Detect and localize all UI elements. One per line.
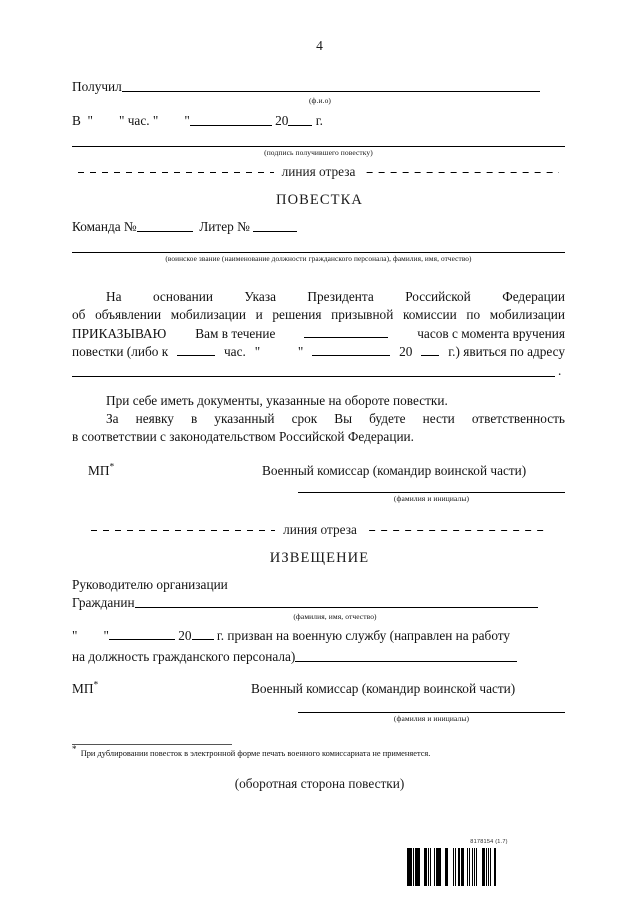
position-blank[interactable] [295, 648, 517, 662]
time-prefix: В [72, 113, 81, 128]
order-rest-b: часов с момента вручения [417, 325, 565, 341]
quote-close-day: " [184, 113, 190, 128]
order-rest-a: Вам в течение [195, 325, 276, 341]
appear-year-blank[interactable] [421, 342, 439, 356]
appear-month-blank[interactable] [312, 342, 390, 356]
seal-asterisk: * [109, 461, 115, 473]
signature-rule [72, 146, 565, 147]
commissar-signature-rule-2 [298, 712, 565, 713]
received-line [72, 78, 565, 96]
team-number-blank[interactable] [137, 218, 193, 232]
order-paragraph-line-3 [72, 324, 565, 342]
conscription-date-line [72, 626, 565, 644]
cut-dashes-left [78, 172, 274, 173]
quote-close-hour: " [118, 113, 125, 128]
seal-label: МП [88, 463, 110, 478]
hour-label: час. [127, 113, 150, 128]
appear-hour-blank[interactable] [177, 342, 215, 356]
seal-mark-izveshchenie [72, 680, 98, 698]
quote-open-hour: " [87, 113, 93, 128]
summons-quote-open: " [254, 343, 261, 359]
received-name-blank[interactable] [122, 78, 540, 92]
barcode [407, 839, 571, 888]
time-received-line [72, 112, 565, 130]
commissar-signature-rule [298, 492, 565, 493]
address-rule [72, 376, 555, 377]
barcode-bars [407, 848, 571, 886]
letter-number-blank[interactable] [253, 218, 297, 232]
izveshchenie-fio-caption: (фамилия, имя, отчество) [293, 612, 377, 621]
cut-dashes-left-2 [91, 530, 275, 531]
commissar-surname-caption-2: (фамилия и инициалы) [393, 714, 470, 723]
documents-note: При себе иметь документы, указанные на обороте повестки. [106, 393, 448, 408]
order-word: ПРИКАЗЫВАЮ [72, 325, 167, 341]
year-suffix: г. [315, 113, 323, 128]
position-text: на должность гражданского персонала) [72, 649, 296, 664]
summons-year: 20 [399, 343, 413, 359]
team-label: Команда № [72, 219, 137, 234]
cut-line-bottom [85, 522, 555, 538]
conscripted-text: г. призван на военную службу (направлен на работу [216, 627, 511, 643]
order-paragraph-line-1: На основании Указа Президента Российской Федерации [106, 289, 565, 304]
received-label: Получил [72, 79, 122, 94]
liability-line-1: За неявку в указанный срок Вы будете нести ответственность [106, 411, 565, 426]
back-side-note: (оборотная сторона повестки) [234, 776, 405, 791]
izv-month-blank[interactable] [109, 626, 175, 640]
year-blank[interactable] [288, 112, 312, 126]
position-line [72, 648, 565, 666]
order-paragraph-line-4 [72, 342, 565, 360]
citizen-label: Гражданин [72, 595, 135, 610]
footnote-text: При дублировании повесток в электронной форме печать военного комиссариата не применяется. [80, 749, 431, 758]
cut-line-top [72, 164, 565, 180]
summons-c: г.) явиться по адресу [448, 343, 565, 359]
footnote [72, 744, 565, 759]
commissar-label-izveshchenie: Военный комиссар (командир воинской части) [251, 681, 516, 696]
izv-quote-close: " [103, 627, 109, 643]
povestka-title: ПОВЕСТКА [276, 192, 363, 208]
citizen-line [72, 594, 565, 612]
rank-caption: (воинское звание (наименование должности гражданского персонала), фамилия, имя, отчество) [165, 254, 472, 263]
letter-label: Литер № [199, 219, 250, 234]
address-period: . [558, 363, 562, 378]
footnote-mark: * [72, 744, 77, 755]
team-letter-line [72, 218, 565, 236]
commissar-label-povestka: Военный комиссар (командир воинской части) [262, 463, 527, 478]
quote-open-day: " [152, 113, 159, 128]
rank-rule [72, 252, 565, 253]
cut-dashes-right-2 [365, 530, 549, 531]
signature-caption: (подпись получившего повестку) [264, 148, 373, 157]
seal-asterisk-2: * [93, 679, 99, 691]
summons-quote-close: " [297, 343, 304, 359]
fio-caption: (ф.и.о) [308, 96, 332, 105]
hours-count-blank[interactable] [304, 324, 388, 338]
cut-dashes-right [363, 172, 559, 173]
izv-year-prefix: 20 [178, 627, 192, 643]
izveshchenie-title: ИЗВЕЩЕНИЕ [269, 550, 370, 566]
order-paragraph-line-2: об объявлении мобилизации и решения призывной комиссии по мобилизации [72, 307, 565, 322]
cut-line-label-2: линия отреза [283, 522, 357, 537]
summons-a: повестки (либо к [72, 343, 169, 359]
page-number: 4 [316, 38, 323, 53]
seal-label-2: МП [72, 681, 94, 696]
seal-mark-povestka [88, 462, 114, 480]
izv-quote-open: " [72, 627, 78, 643]
cut-line-label: линия отреза [281, 164, 356, 179]
izv-year-blank[interactable] [192, 626, 214, 640]
commissar-surname-caption: (фамилия и инициалы) [393, 494, 470, 503]
org-head-label: Руководителю организации [72, 577, 228, 592]
month-blank[interactable] [190, 112, 272, 126]
year-prefix: 20 [275, 113, 289, 128]
citizen-name-blank[interactable] [135, 594, 538, 608]
footnote-separator [72, 744, 232, 745]
barcode-number: 8178154 (1.7) [470, 839, 508, 845]
liability-line-2: в соответствии с законодательством Российской Федерации. [72, 429, 414, 444]
summons-b: час. [223, 343, 246, 359]
